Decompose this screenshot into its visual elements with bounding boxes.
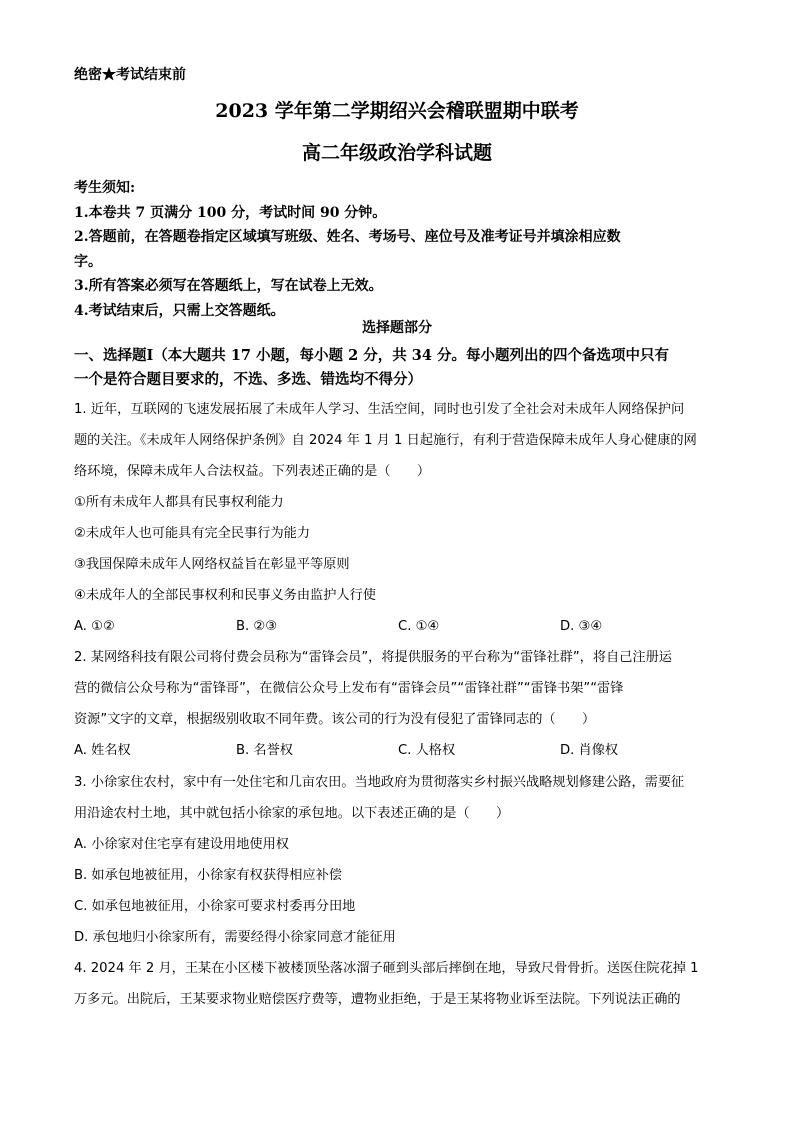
part-instructions-line: 一、选择题Ⅰ（本大题共 17 小题，每小题 2 分，共 34 分。每小题列出的四个备选项中只有 [74,347,670,364]
answer-options [74,611,724,642]
notice-heading: 考生须知: [74,180,136,196]
option-c: C. ①④ [398,619,440,634]
question-text-line: 用沿途农村土地，其中就包括小徐家的承包地。以下表述正确的是（ ） [74,806,510,821]
question-1 [74,394,724,642]
exam-subtitle: 高二年级政治学科试题 [301,142,492,164]
statement: ③我国保障未成年人网络权益旨在彰显平等原则 [74,557,350,572]
option-c: C. 如承包地被征用，小徐家可要求村委再分田地 [74,899,356,914]
section-title: 选择题部分 [362,320,432,336]
question-text-line: 2. 某网络科技有限公司将付费会员称为“雷锋会员”，将提供服务的平台称为“雷锋社群”，将自己注册运 [74,650,672,665]
question-2 [74,642,724,766]
confidential-label: 绝密★考试结束前 [74,67,186,83]
notice-item: 4.考试结束后，只需上交答题纸。 [74,302,285,319]
notice-item: 字。 [74,253,102,270]
question-text-line: 题的关注。《未成年人网络保护条例》自 2024 年 1 月 1 日起施行，有利于营造保障未成年人身心健康的网 [74,433,697,448]
option-b: B. ②③ [236,619,278,634]
option-b: B. 名誉权 [236,743,293,758]
question-text-line: 营的微信公众号称为“雷锋哥”，在微信公众号上发布有“雷锋会员”“雷锋社群”“雷锋书架”“雷锋 [74,681,624,696]
statement: ②未成年人也可能具有完全民事行为能力 [74,526,311,541]
question-3 [74,767,724,953]
question-text-line: 络环境，保障未成年人合法权益。下列表述正确的是（ ） [74,464,431,479]
question-text-line: 资源”文字的文章，根据级别收取不同年费。该公司的行为没有侵犯了雷锋同志的（ ） [74,712,596,727]
question-text-line: 3. 小徐家住农村，家中有一处住宅和几亩农田。当地政府为贯彻落实乡村振兴战略规划修建公路，需要征 [74,775,685,790]
question-4 [74,953,724,1015]
question-text-line: 万多元。出院后，王某要求物业赔偿医疗费等，遭物业拒绝，于是王某将物业诉至法院。下列说法正确的 [74,992,681,1007]
notice-item: 2.答题前，在答题卷指定区域填写班级、姓名、考场号、座位号及准考证号并填涂相应数 [74,229,621,245]
option-a: A. ①② [74,619,115,634]
question-text-line: 1. 近年，互联网的飞速发展拓展了未成年人学习、生活空间，同时也引发了全社会对未成年人网络保护问 [74,402,685,417]
option-d: D. 肖像权 [560,743,619,758]
option-a: A. 小徐家对住宅享有建设用地使用权 [74,837,289,852]
option-d: D. 承包地归小徐家所有，需要经得小徐家同意才能征用 [74,930,396,945]
option-a: A. 姓名权 [74,743,131,758]
answer-options [74,735,724,766]
option-d: D. ③④ [560,619,603,634]
option-b: B. 如承包地被征用，小徐家有权获得相应补偿 [74,868,342,883]
part-instructions [74,344,724,392]
notice-item: 3.所有答案必须写在答题纸上，写在试卷上无效。 [74,278,383,294]
question-text-line: 4. 2024 年 2 月，王某在小区楼下被楼顶坠落冰溜子砸到头部后摔倒在地，导致尺骨骨折。送医住院花掉 1 [74,961,699,976]
notice-item: 1.本卷共 7 页满分 100 分，考试时间 90 分钟。 [74,204,387,221]
part-instructions-line: 一个是符合题目要求的，不选、多选、错选均不得分） [74,371,422,388]
statement: ①所有未成年人都具有民事权利能力 [74,495,284,510]
option-c: C. 人格权 [398,743,456,758]
candidate-notice [74,176,724,323]
exam-title: 2023 学年第二学期绍兴会稽联盟期中联考 [215,100,579,122]
statement: ④未成年人的全部民事权利和民事义务由监护人行使 [74,588,376,603]
